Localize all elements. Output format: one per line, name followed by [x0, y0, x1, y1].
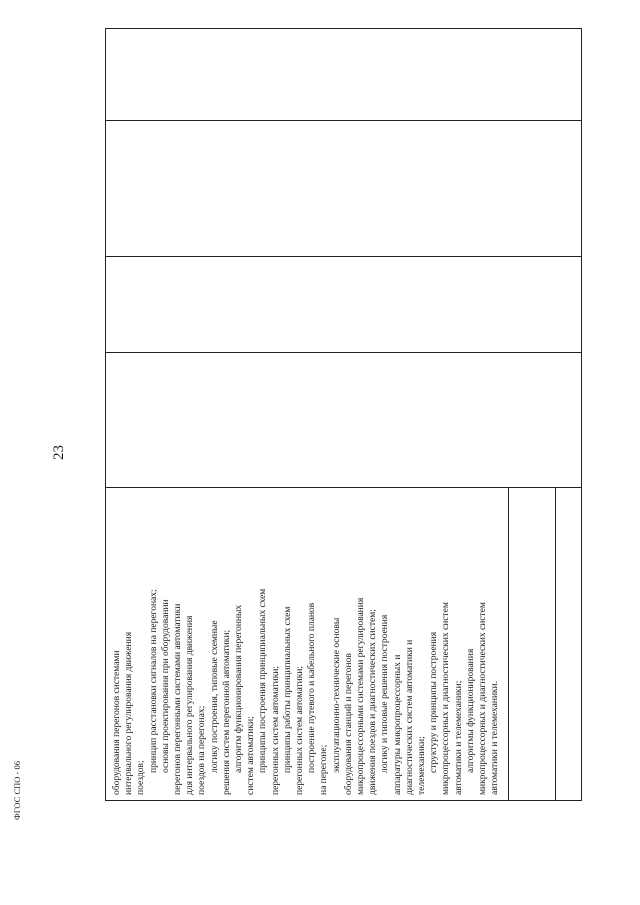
text-line: оборудования перегонов системами — [111, 650, 122, 795]
text-line: логику и типовые решения построения — [379, 614, 391, 773]
row-divider — [105, 352, 582, 353]
text-line: принципы работы принципиальных схем — [281, 606, 293, 773]
footer-code: ФГОС СПО - 06 — [12, 761, 22, 820]
text-line: структуру и принципы построения — [428, 631, 440, 773]
text-line: алгоритмы функционирования — [464, 648, 476, 773]
text-line: перегонных систем автоматики; — [269, 665, 281, 795]
text-line: логику построения, типовые схемные — [208, 620, 220, 773]
text-line: решения систем перегонной автоматики; — [220, 629, 232, 795]
text-line: движения поездов и диагностических систем; — [367, 609, 379, 795]
text-line: микропроцессорными системами регулирования — [355, 597, 367, 795]
row-divider — [105, 120, 582, 121]
text-line: поездов на перегонах; — [196, 705, 208, 795]
text-line: микропроцессорных и диагностических систем — [440, 602, 452, 795]
text-line: принцип расстановки сигналов на перегонах; — [147, 589, 159, 773]
text-line: эксплуатационно-технические основы — [330, 617, 342, 773]
text-line: алгоритм функционирования перегонных — [233, 604, 245, 773]
text-line: микропроцессорных и диагностических систем — [477, 602, 489, 795]
text-line: интервального регулирования движения — [123, 631, 135, 795]
page-number: 23 — [51, 445, 67, 460]
text-line: для интервального регулирования движения — [184, 615, 196, 795]
text-line: перегонных систем автоматики; — [294, 665, 306, 795]
text-line: аппаратуры микропроцессорных и — [391, 654, 403, 795]
text-line: диагностических систем автоматики и — [403, 639, 415, 795]
text-line: оборудования станций и перегонов — [342, 653, 354, 795]
competency-text-block — [105, 491, 582, 801]
text-line: систем автоматики; — [245, 716, 257, 795]
text-line: построение путевого и кабельного планов — [306, 602, 318, 773]
text-line: автоматики и телемеханики. — [489, 680, 501, 795]
row-divider — [105, 256, 582, 257]
text-line: телемеханики; — [416, 736, 428, 795]
text-line: основы проектирования при оборудовании — [159, 599, 171, 773]
text-line: на перегоне; — [318, 744, 330, 795]
table-cell-competencies — [105, 487, 582, 801]
text-line: поездов; — [135, 760, 147, 795]
text-line: принципы построения принципиальных схем — [257, 588, 269, 773]
text-line: автоматики и телемеханики; — [452, 680, 464, 795]
text-line: перегонов перегонными системами автоматики — [172, 603, 184, 795]
